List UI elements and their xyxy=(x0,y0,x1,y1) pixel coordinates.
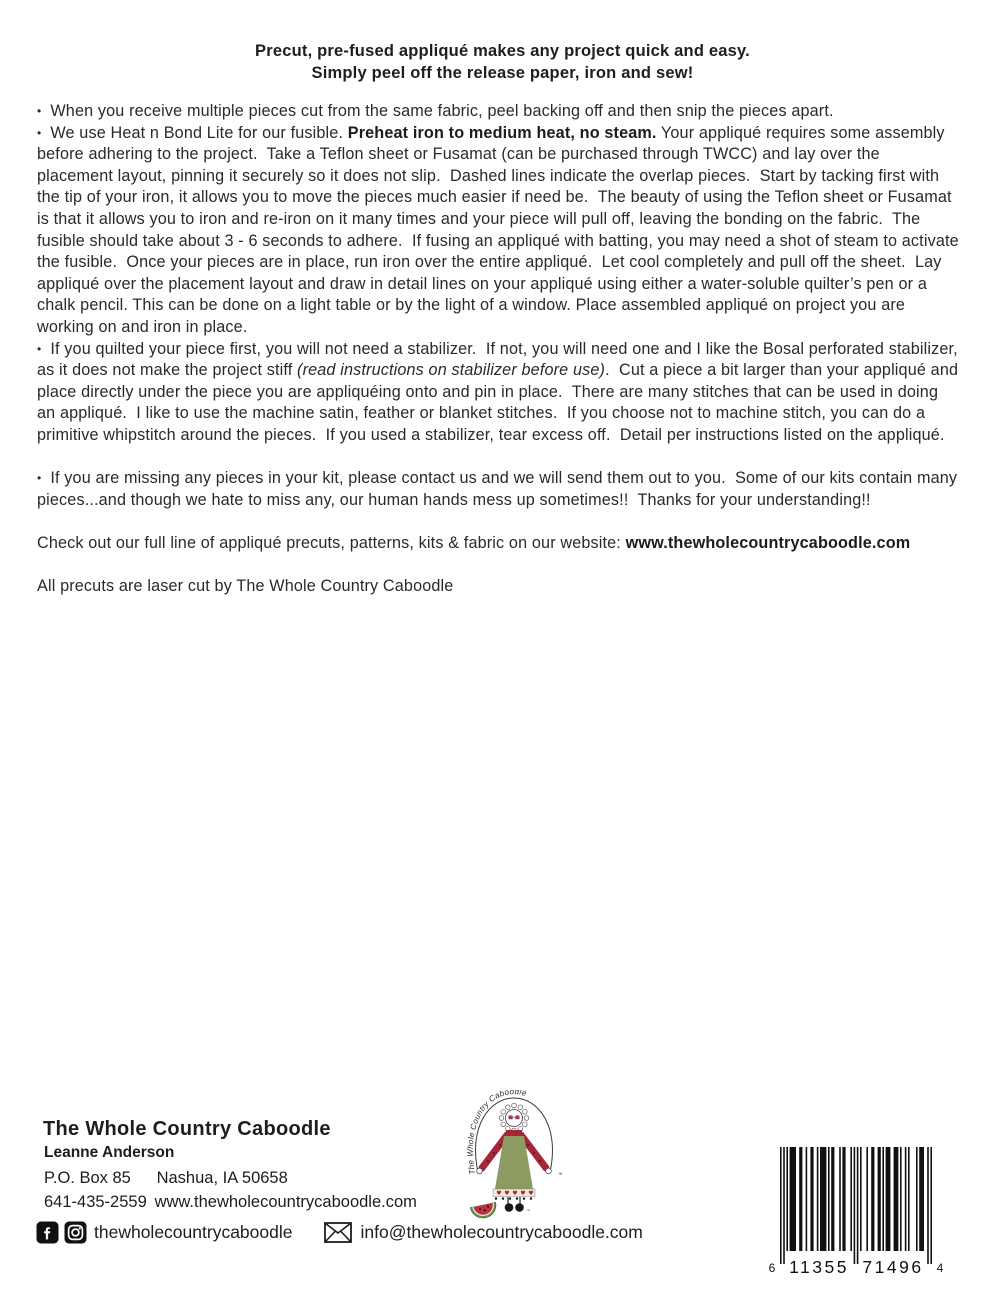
website-text: www.thewholecountrycaboodle.com xyxy=(154,1193,417,1211)
social-handle: thewholecountrycaboodle xyxy=(94,1222,293,1242)
bullet-fusible-instructions: • We use Heat n Bond Lite for our fusible. Preheat iron to medium heat, no steam. Your appliqué requires some assembly before adhering to the project. Take a Teflon sheet or Fusamat (can be purchased through TWCC) and lay over the placement layout, pinning it securely so it does not slip. Dashed lines indicate the overlap pieces. Start by tacking first with the tip of your iron, it allows you to move the pieces much easier if need be. The beauty of using the Teflon sheet or Fusamat is that it allows you to iron and re-iron on it many times and your piece will pull off, leaving the bonding on the fabric. The fusible should take about 3 - 6 seconds to adhere. If fusing an appliqué with batting, you may need a shot of steam to activate the fusible. Once your pieces are in place, run iron over the entire appliqué. Let cool completely and pull off the sheet. Lay appliqué over the placement layout and draw in detail lines on your appliqué using either a water-soluble quilter’s pen or a chalk pencil. This can be done on a light table or by the light of a window. Place assembled appliqué on project you are working on and iron in place. xyxy=(37,123,964,336)
bullet-glyph: • xyxy=(37,341,42,356)
doll-hem xyxy=(493,1189,535,1200)
laser-cut-line: All precuts are laser cut by The Whole Country Caboodle xyxy=(37,577,454,596)
envelope-icon xyxy=(324,1222,352,1243)
po-box: P.O. Box 85 xyxy=(44,1169,131,1187)
owner-name: Leanne Anderson xyxy=(44,1144,175,1161)
header-tagline xyxy=(0,40,1005,84)
logo-arc-text: The Whole Country Caboodle xyxy=(465,1090,528,1176)
bullet-missing-pieces: • If you are missing any pieces in your kit, please contact us and we will send them out to you. Some of our kits contain many pieces...and though we hate to miss any, our human hands mess up sometimes!! Thanks for your understanding!! xyxy=(37,469,962,509)
bullet-glyph: • xyxy=(37,104,42,118)
barcode-group-1: 11355 xyxy=(789,1257,849,1277)
doll-legs-shoes xyxy=(505,1197,524,1212)
phone-number: 641-435-2559 xyxy=(44,1193,147,1211)
logo-shoes-tm: ™ xyxy=(526,1209,531,1213)
bullet-glyph: • xyxy=(37,125,42,140)
barcode-right-digit: 4 xyxy=(936,1261,944,1275)
bullet-glyph: • xyxy=(37,471,42,486)
tagline-line-1: Precut, pre-fused appliqué makes any project quick and easy. xyxy=(255,42,750,60)
website-promo-line: Check out our full line of appliqué precuts, patterns, kits & fabric on our website: www.thewholecountrycaboodle.com xyxy=(37,533,911,552)
svg-text:♥: ♥ xyxy=(512,1190,518,1197)
svg-text:♥: ♥ xyxy=(528,1190,534,1197)
instagram-icon xyxy=(64,1221,87,1244)
bullet-stabilizer-instructions: • If you quilted your piece first, you will not need a stabilizer. If not, you will need one and I like the Bosal perforated stabilizer, as it does not make the project stiff (read instructions on stabilizer before use). Cut a piece a bit larger than your appliqué and place directly under the piece you are appliquéing onto and pin in place. There are many stitches that can be used in doing an appliqué. I like to use the machine satin, feather or blanket stitches. If you choose not to machine stitch, you can do a primitive whipstitch around the pieces. If you used a stabilizer, tear excess off. Detail per instructions listed on the appliqué. xyxy=(37,339,963,444)
company-name: The Whole Country Caboodle xyxy=(43,1118,331,1140)
barcode-left-digit: 6 xyxy=(768,1261,776,1275)
website-url: www.thewholecountrycaboodle.com xyxy=(625,533,911,552)
barcode-group-2: 71496 xyxy=(862,1257,924,1277)
city-state-zip: Nashua, IA 50658 xyxy=(156,1169,288,1187)
company-logo xyxy=(462,1090,566,1226)
email-address: info@thewholecountrycaboodle.com xyxy=(360,1222,643,1242)
bullet-multiple-pieces: • When you receive multiple pieces cut from the same fabric, peel backing off and then snip the pieces apart. xyxy=(37,102,834,120)
stabilizer-italic-note: (read instructions on stabilizer before use) xyxy=(297,361,606,380)
svg-text:♥: ♥ xyxy=(520,1190,526,1197)
watermelon-icon xyxy=(470,1202,498,1220)
upc-barcode xyxy=(752,1147,952,1277)
logo-arc-tm: ™ xyxy=(558,1172,563,1177)
instructions-text xyxy=(37,101,964,598)
doll-head xyxy=(506,1110,523,1127)
svg-text:♥: ♥ xyxy=(504,1190,510,1197)
tagline-line-2: Simply peel off the release paper, iron and sew! xyxy=(311,64,694,82)
facebook-icon xyxy=(36,1221,59,1244)
preheat-bold-text: Preheat iron to medium heat, no steam. xyxy=(347,123,657,142)
svg-text:♥: ♥ xyxy=(496,1190,502,1197)
